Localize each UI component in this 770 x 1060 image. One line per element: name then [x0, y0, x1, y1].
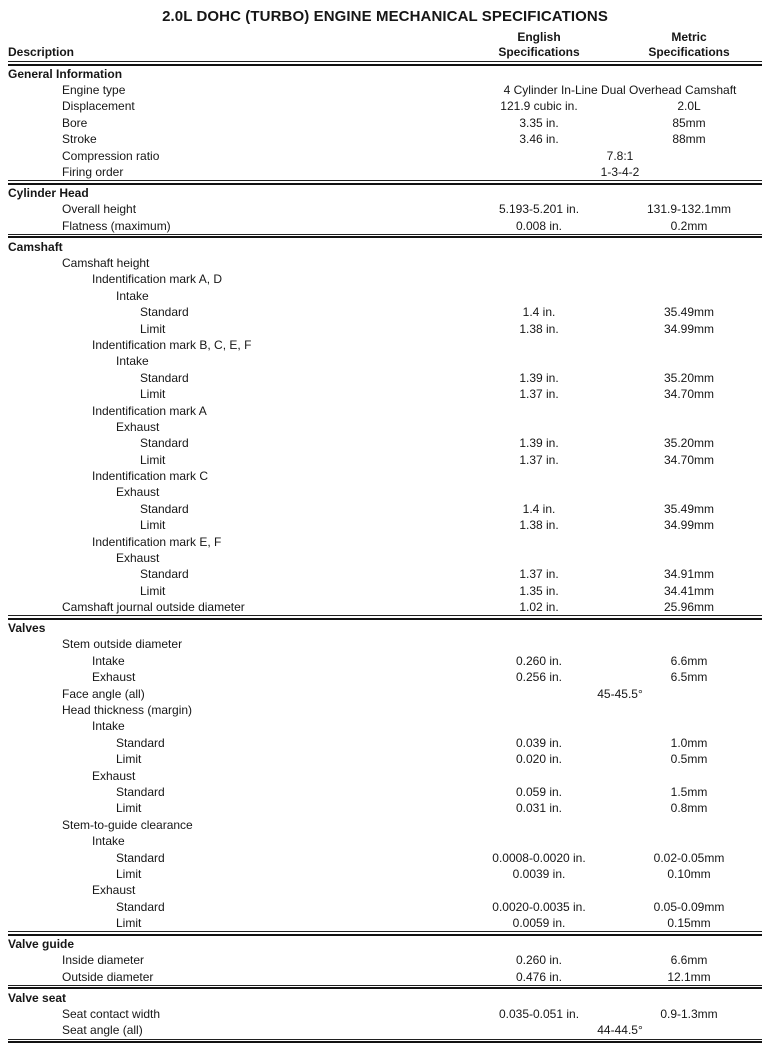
spec-value-metric: 1.5mm: [670, 784, 708, 799]
spec-row: [8, 370, 762, 386]
spec-value-metric: 12.1mm: [667, 969, 711, 984]
spec-description: Standard: [116, 850, 165, 865]
spec-description: Bore: [62, 115, 88, 130]
spec-value-metric: 0.10mm: [667, 866, 711, 881]
spec-value-english: 0.0059 in.: [512, 916, 566, 931]
spec-row: [8, 566, 762, 582]
section-divider: [8, 1039, 762, 1042]
section-title: General Information: [8, 66, 123, 81]
spec-row: [8, 636, 762, 652]
spec-row: [8, 115, 762, 131]
section-header-row: [8, 65, 762, 82]
section-title: Camshaft: [8, 239, 63, 254]
spec-description: Exhaust: [116, 551, 160, 566]
spec-value-metric: [638, 419, 762, 435]
spec-value-combined: 7.8:1: [606, 148, 634, 163]
spec-value-metric: 6.5mm: [670, 670, 708, 685]
spec-row: [8, 599, 762, 616]
spec-description: Limit: [140, 387, 166, 402]
spec-value-english: 1.39 in.: [519, 370, 559, 385]
spec-row: [8, 899, 762, 915]
spec-value-metric: 35.49mm: [663, 305, 715, 320]
spec-value-english: 0.031 in.: [515, 801, 563, 816]
spec-description: Indentification mark E, F: [92, 534, 222, 549]
spec-description: Limit: [140, 583, 166, 598]
spec-value-english: 0.035-0.051 in.: [498, 1007, 580, 1022]
spec-value-metric: 131.9-132.1mm: [646, 202, 732, 217]
column-header-metric-line2: Specifications: [648, 45, 730, 59]
spec-value-english: 1.38 in.: [519, 321, 559, 336]
table-header-row: [8, 30, 762, 62]
spec-value-english: [440, 288, 638, 304]
spec-value-combined: 44-44.5°: [597, 1023, 643, 1038]
spec-row: [8, 969, 762, 986]
spec-description: Limit: [116, 801, 142, 816]
spec-value-english: [440, 718, 638, 734]
spec-value-metric: [638, 702, 762, 718]
spec-value-metric: 0.05-0.09mm: [653, 899, 725, 914]
spec-value-combined: 4 Cylinder In-Line Dual Overhead Camshaft: [503, 83, 737, 98]
spec-value-english: [440, 353, 638, 369]
spec-value-combined: 45-45.5°: [597, 686, 643, 701]
spec-description: Flatness (maximum): [62, 218, 171, 233]
spec-value-english: 3.35 in.: [519, 115, 559, 130]
column-header-metric: [638, 30, 762, 62]
spec-description: Intake: [92, 834, 125, 849]
column-header-english: [440, 30, 638, 62]
section-divider-line: [8, 1039, 762, 1042]
spec-row: [8, 533, 762, 549]
spec-row: [8, 735, 762, 751]
spec-description: Outside diameter: [62, 969, 154, 984]
spec-row: [8, 255, 762, 271]
spec-value-english: [440, 833, 638, 849]
spec-row: [8, 288, 762, 304]
section-header-row: [8, 935, 762, 952]
spec-description: Indentification mark A, D: [92, 272, 223, 287]
spec-value-metric: 25.96mm: [663, 600, 715, 615]
page-title: 2.0L DOHC (TURBO) ENGINE MECHANICAL SPECIFICATIONS: [162, 8, 608, 25]
spec-row: [8, 550, 762, 566]
spec-description: Limit: [140, 321, 166, 336]
spec-value-metric: 0.2mm: [670, 218, 708, 233]
spec-row: [8, 82, 762, 98]
column-header-english-line1: English: [517, 30, 561, 44]
section-header-row: [8, 184, 762, 201]
spec-value-english: 1.38 in.: [519, 518, 559, 533]
spec-value-metric: [638, 636, 762, 652]
spec-description: Intake: [92, 653, 125, 668]
spec-row: [8, 353, 762, 369]
spec-value-english: 0.059 in.: [515, 784, 563, 799]
spec-value-metric: 0.8mm: [670, 801, 708, 816]
spec-row: [8, 751, 762, 767]
spec-description: Camshaft height: [62, 255, 150, 270]
spec-row: [8, 915, 762, 932]
spec-value-metric: [638, 337, 762, 353]
spec-description: Firing order: [62, 165, 124, 180]
spec-row: [8, 451, 762, 467]
spec-description: Displacement: [62, 99, 135, 114]
spec-value-english: 1.37 in.: [519, 452, 559, 467]
spec-value-english: 121.9 cubic in.: [500, 99, 578, 114]
spec-row: [8, 386, 762, 402]
spec-description: Standard: [140, 370, 189, 385]
spec-description: Exhaust: [116, 419, 160, 434]
spec-row: [8, 468, 762, 484]
spec-row: [8, 702, 762, 718]
spec-value-metric: 35.20mm: [663, 436, 715, 451]
spec-row: [8, 583, 762, 599]
spec-description: Intake: [116, 288, 149, 303]
spec-value-metric: 2.0L: [677, 99, 701, 114]
spec-row: [8, 164, 762, 181]
spec-description: Engine type: [62, 83, 126, 98]
spec-row: [8, 833, 762, 849]
spec-value-english: [440, 533, 638, 549]
spec-row: [8, 882, 762, 898]
spec-value-english: 1.4 in.: [522, 305, 556, 320]
spec-value-metric: [638, 288, 762, 304]
spec-row: [8, 685, 762, 701]
spec-description: Standard: [140, 305, 189, 320]
spec-value-english: 0.020 in.: [515, 752, 563, 767]
spec-value-metric: [638, 767, 762, 783]
spec-row: [8, 767, 762, 783]
spec-value-metric: 88mm: [672, 132, 706, 147]
spec-value-english: [440, 468, 638, 484]
spec-value-metric: 34.99mm: [663, 321, 715, 336]
spec-value-english: 0.0039 in.: [512, 866, 566, 881]
section-title: Valves: [8, 621, 46, 636]
spec-value-metric: 34.99mm: [663, 518, 715, 533]
spec-row: [8, 435, 762, 451]
spec-value-english: [440, 882, 638, 898]
spec-row: [8, 419, 762, 435]
spec-description: Standard: [140, 567, 189, 582]
spec-value-english: [440, 702, 638, 718]
spec-row: [8, 866, 762, 882]
spec-value-metric: 34.91mm: [663, 567, 715, 582]
spec-value-english: 1.37 in.: [519, 567, 559, 582]
spec-value-english: 3.46 in.: [519, 132, 559, 147]
spec-description: Seat contact width: [62, 1007, 161, 1022]
spec-row: [8, 320, 762, 336]
spec-value-english: 0.039 in.: [515, 735, 563, 750]
spec-value-metric: 0.15mm: [667, 916, 711, 931]
spec-description: Indentification mark C: [92, 469, 209, 484]
spec-value-english: 1.4 in.: [522, 501, 556, 516]
spec-value-metric: 0.02-0.05mm: [653, 850, 725, 865]
spec-row: [8, 218, 762, 235]
spec-value-metric: [638, 718, 762, 734]
spec-description: Stem-to-guide clearance: [62, 817, 193, 832]
spec-description: Exhaust: [116, 485, 160, 500]
spec-description: Standard: [140, 501, 189, 516]
spec-value-english: 0.260 in.: [515, 953, 563, 968]
spec-description: Inside diameter: [62, 953, 145, 968]
spec-description: Limit: [140, 452, 166, 467]
spec-value-english: 0.476 in.: [515, 969, 563, 984]
spec-description: Face angle (all): [62, 686, 145, 701]
spec-value-english: 0.008 in.: [515, 218, 563, 233]
spec-row: [8, 817, 762, 833]
spec-row: [8, 484, 762, 500]
spec-description: Compression ratio: [62, 148, 160, 163]
spec-value-metric: [638, 271, 762, 287]
spec-value-metric: [638, 533, 762, 549]
spec-table: [8, 30, 762, 1043]
spec-value-combined: 1-3-4-2: [600, 165, 640, 180]
spec-value-metric: 34.70mm: [663, 387, 715, 402]
spec-value-metric: [638, 550, 762, 566]
spec-value-metric: [638, 484, 762, 500]
spec-description: Limit: [116, 866, 142, 881]
section-header-row: [8, 988, 762, 1005]
spec-value-english: [440, 550, 638, 566]
spec-description: Exhaust: [92, 670, 136, 685]
spec-description: Exhaust: [92, 883, 136, 898]
spec-description: Limit: [140, 518, 166, 533]
spec-row: [8, 131, 762, 147]
spec-row: [8, 800, 762, 816]
spec-row: [8, 402, 762, 418]
spec-value-english: 1.37 in.: [519, 387, 559, 402]
spec-value-metric: 1.0mm: [670, 735, 708, 750]
spec-description: Standard: [116, 899, 165, 914]
spec-value-english: [440, 419, 638, 435]
spec-description: Indentification mark A: [92, 403, 207, 418]
spec-value-metric: 6.6mm: [670, 653, 708, 668]
spec-value-english: [440, 271, 638, 287]
spec-value-metric: [638, 353, 762, 369]
spec-value-english: 1.39 in.: [519, 436, 559, 451]
spec-description: Stem outside diameter: [62, 637, 183, 652]
spec-description: Limit: [116, 752, 142, 767]
spec-description: Indentification mark B, C, E, F: [92, 337, 252, 352]
spec-value-english: 5.193-5.201 in.: [498, 202, 580, 217]
spec-description: Camshaft journal outside diameter: [62, 600, 245, 615]
spec-value-metric: 85mm: [672, 115, 706, 130]
spec-row: [8, 1022, 762, 1039]
spec-value-english: [440, 767, 638, 783]
spec-value-english: 1.35 in.: [519, 583, 559, 598]
spec-row: [8, 517, 762, 533]
spec-row: [8, 784, 762, 800]
spec-description: Standard: [116, 784, 165, 799]
spec-description: Stroke: [62, 132, 97, 147]
spec-value-english: 0.0020-0.0035 in.: [492, 899, 586, 914]
spec-value-english: [440, 337, 638, 353]
spec-value-metric: 0.9-1.3mm: [660, 1007, 718, 1022]
spec-value-metric: 0.5mm: [670, 752, 708, 767]
spec-value-metric: [638, 255, 762, 271]
spec-value-metric: [638, 817, 762, 833]
spec-description: Head thickness (margin): [62, 703, 193, 718]
spec-value-english: [440, 817, 638, 833]
spec-row: [8, 98, 762, 114]
spec-value-metric: 6.6mm: [670, 953, 708, 968]
spec-row: [8, 952, 762, 968]
spec-row: [8, 501, 762, 517]
spec-row: [8, 271, 762, 287]
spec-value-english: 0.256 in.: [515, 670, 563, 685]
spec-value-metric: 34.41mm: [663, 583, 715, 598]
spec-row: [8, 337, 762, 353]
spec-description: Intake: [116, 354, 149, 369]
spec-value-metric: [638, 882, 762, 898]
spec-description: Standard: [116, 735, 165, 750]
spec-value-metric: [638, 468, 762, 484]
section-header-row: [8, 237, 762, 254]
spec-value-english: 1.02 in.: [519, 600, 559, 615]
spec-description: Intake: [92, 719, 125, 734]
section-header-row: [8, 619, 762, 636]
spec-value-english: [440, 255, 638, 271]
spec-row: [8, 653, 762, 669]
spec-description: Standard: [140, 436, 189, 451]
section-title: Cylinder Head: [8, 185, 89, 200]
spec-row: [8, 718, 762, 734]
spec-value-english: [440, 636, 638, 652]
column-header-english-line2: Specifications: [498, 45, 580, 59]
section-title: Valve guide: [8, 937, 75, 951]
spec-value-english: 0.260 in.: [515, 653, 563, 668]
spec-row: [8, 201, 762, 217]
spec-row: [8, 669, 762, 685]
spec-value-metric: [638, 402, 762, 418]
section-title: Valve seat: [8, 990, 67, 1005]
column-header-metric-line1: Metric: [671, 30, 707, 44]
spec-description: Seat angle (all): [62, 1023, 143, 1038]
column-header-description: Description: [8, 45, 75, 59]
spec-value-english: [440, 402, 638, 418]
spec-row: [8, 849, 762, 865]
spec-value-metric: [638, 833, 762, 849]
spec-row: [8, 304, 762, 320]
spec-value-metric: 35.49mm: [663, 501, 715, 516]
spec-row: [8, 147, 762, 163]
spec-description: Exhaust: [92, 768, 136, 783]
spec-description: Overall height: [62, 202, 137, 217]
spec-value-metric: 34.70mm: [663, 452, 715, 467]
spec-value-metric: 35.20mm: [663, 370, 715, 385]
spec-row: [8, 1006, 762, 1022]
spec-value-english: 0.0008-0.0020 in.: [492, 850, 586, 865]
spec-description: Limit: [116, 916, 142, 931]
spec-value-english: [440, 484, 638, 500]
